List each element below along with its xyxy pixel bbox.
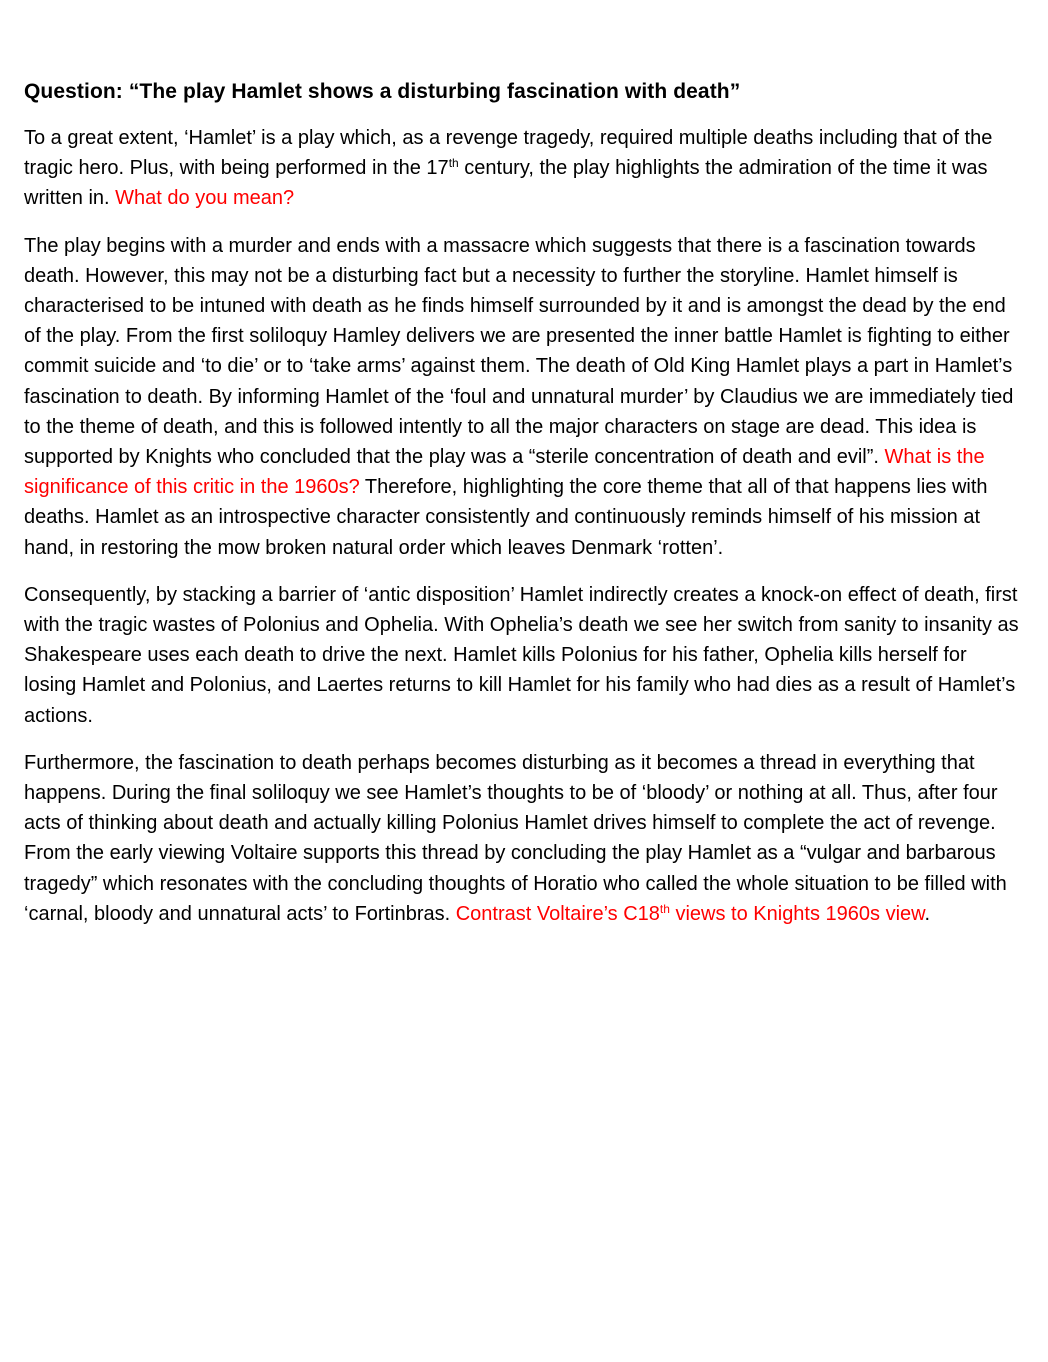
question-title: Question: “The play Hamlet shows a disturbing fascination with death”: [24, 80, 741, 103]
ordinal-superscript: th: [448, 156, 459, 171]
paragraph-intro-text-a: To a great extent, ‘Hamlet’ is a play which, as a revenge tragedy, required multiple deaths including that of the tragic hero. Plus, with being performed in the 17: [24, 127, 993, 180]
teacher-comment: [456, 903, 925, 925]
paragraph-body-3: [24, 748, 1019, 929]
teacher-comment: What do you mean?: [115, 187, 295, 210]
paragraph-intro-text-b: century, the play highlights the admiration of the time it was written in.: [24, 157, 988, 210]
sentence-end: .: [924, 902, 931, 925]
paragraph-body-2: [24, 580, 1019, 731]
teacher-comment-part-a: Contrast Voltaire’s C18: [455, 902, 660, 925]
paragraph-body-1-text-b: Therefore, highlighting the core theme that all of that happens lies with deaths. Hamlet as an introspective character consistently and continuously reminds himself of his mission at hand, in restoring the mow broken natural order which leaves Denmark ‘rotten’.: [24, 476, 988, 559]
paragraph-intro: [24, 123, 1019, 214]
document-page: [24, 78, 1019, 946]
teacher-comment: What is the significance of this critic in the 1960s?: [24, 446, 985, 499]
paragraph-body-1-text-a: The play begins with a murder and ends with a massacre which suggests that there is a fascination towards death. However, this may not be a disturbing fact but a necessity to further the storyline. Hamlet himself is characterised to be intuned with death as he finds himself surrounded by it and is amongst the dead by the end of the play. From the first soliloquy Hamley delivers we are presented the inner battle Hamlet is fighting to either commit suicide and ‘to die’ or to ‘take arms’ against them. The death of Old King Hamlet plays a part in Hamlet’s fascination to death. By informing Hamlet of the ‘foul and unnatural murder’ by Claudius we are immediately tied to the theme of death, and this is followed intently to all the major characters on stage are dead. This idea is supported by Knights who concluded that the play was a “sterile concentration of death and evil”.: [24, 234, 1014, 469]
paragraph-body-3-text: Furthermore, the fascination to death perhaps becomes disturbing as it becomes a thread in everything that happens. During the final soliloquy we see Hamlet’s thoughts to be of ‘bloody’ or nothing at all. Thus, after four acts of thinking about death and actually killing Polonius Hamlet drives himself to complete the act of revenge. From the early viewing Voltaire supports this thread by concluding the play Hamlet as a “vulgar and barbarous tragedy” which resonates with the concluding thoughts of Horatio who called the whole situation to be filled with ‘carnal, bloody and unnatural acts’ to Fortinbras.: [24, 751, 1007, 925]
paragraph-body-2-text: Consequently, by stacking a barrier of ‘antic disposition’ Hamlet indirectly creates a knock-on effect of death, first with the tragic wastes of Polonius and Ophelia. With Ophelia’s death we see her switch from sanity to insanity as Shakespeare uses each death to drive the next. Hamlet kills Polonius for his father, Ophelia kills herself for losing Hamlet and Polonius, and Laertes returns to kill Hamlet for his family who had dies as a result of Hamlet’s actions.: [24, 583, 1019, 727]
ordinal-superscript: th: [659, 901, 670, 916]
paragraph-body-1: [24, 231, 1019, 563]
teacher-comment-part-b: views to Knights 1960s view: [669, 902, 925, 925]
